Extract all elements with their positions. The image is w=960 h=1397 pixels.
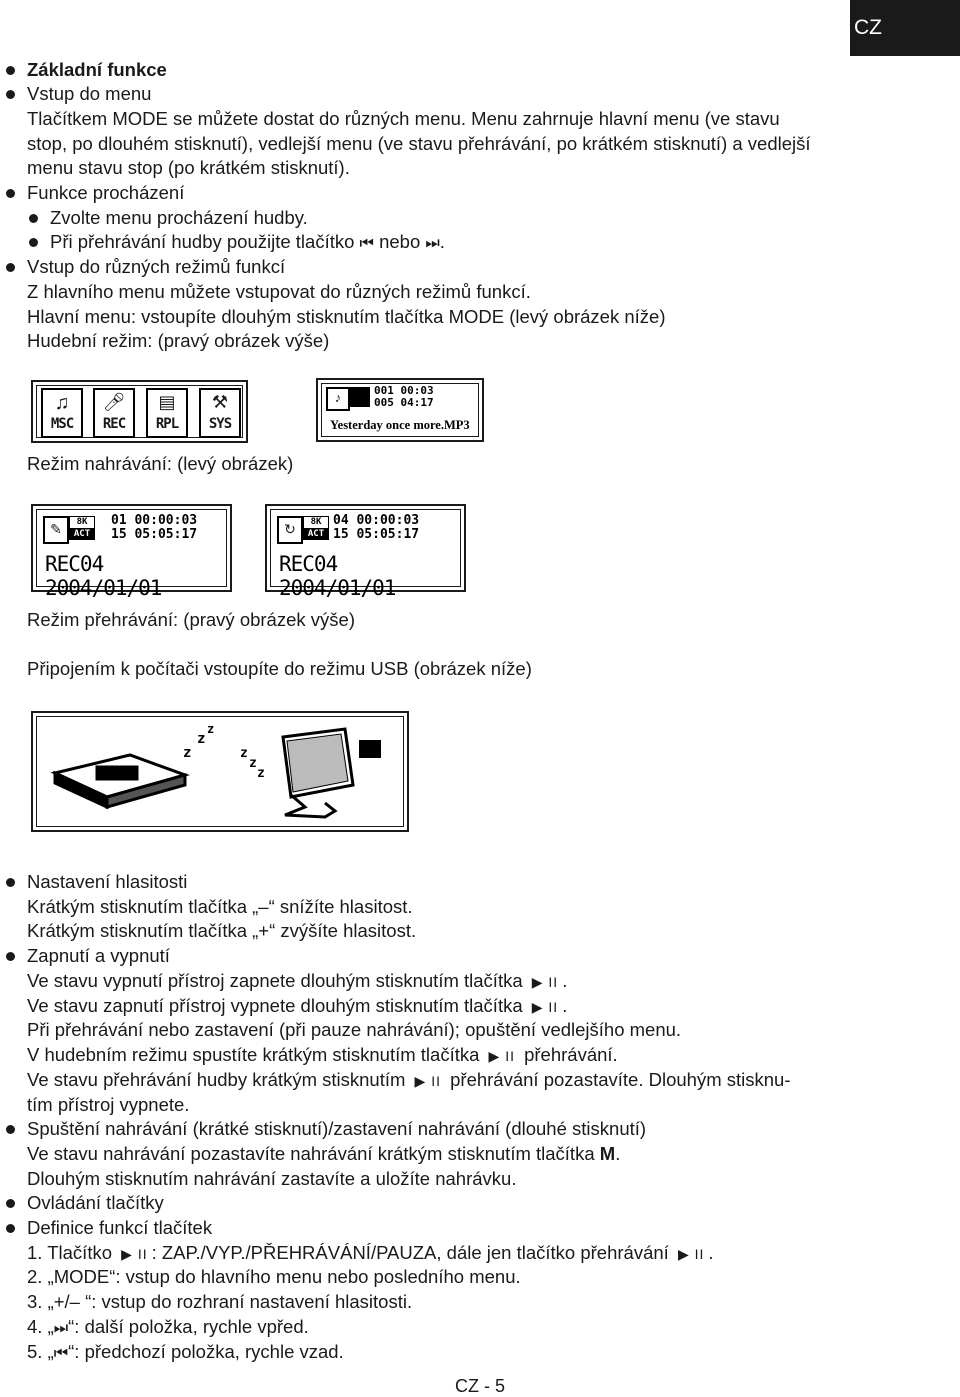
elapsed-time: 00:03 [400, 384, 434, 397]
play-pause-icon: ▶ II [531, 999, 559, 1015]
paragraph-line: Hudební režim: (pravý obrázek výše) [27, 330, 330, 351]
play-pause-icon: ▶ II [677, 1246, 705, 1262]
record-time: 00:00:03 [134, 513, 198, 528]
pc-tower-icon [360, 741, 380, 757]
mode-badge: ACT [69, 529, 95, 540]
svg-text:z: z [197, 731, 206, 747]
button-definition-3: 3. „+/– “: vstup do rozhraní nastavení hlasitosti. [27, 1291, 413, 1312]
paragraph-line: Při přehrávání nebo zastavení (při pauze nahrávání); opuštění vedlejšího menu. [27, 1019, 682, 1040]
heading-basic-functions: Základní funkce [27, 59, 167, 80]
text: . [562, 995, 568, 1016]
paragraph-line [27, 1142, 620, 1166]
record-file-name: REC04 [279, 552, 338, 576]
menu-label: REC [102, 416, 126, 432]
menu-label: MSC [50, 416, 74, 432]
usb-connection-illustration [35, 715, 405, 828]
music-note-icon: ♫ [54, 392, 70, 414]
next-icon: ⏭ [425, 235, 440, 252]
bitrate-badge: 8K [303, 516, 329, 529]
total-time: 04:17 [400, 396, 434, 409]
text: Ve stavu nahrávání pozastavíte nahrávání krátkým stisknutím tlačítka [27, 1143, 600, 1164]
paragraph-line [27, 1068, 790, 1093]
text: 5. „ [27, 1341, 54, 1362]
microphone-icon: 🎤︎ [102, 392, 126, 412]
text: . [439, 231, 445, 252]
heading-button-definitions: Definice funkcí tlačítek [27, 1217, 213, 1238]
play-pause-icon: ▶ II [531, 974, 559, 990]
paragraph-line: Krátkým stisknutím tlačítka „–“ snížíte hlasitost. [27, 896, 413, 917]
text: “: předchozí položka, rychle vzad. [68, 1341, 344, 1362]
heading-volume: Nastavení hlasitosti [27, 871, 188, 892]
status-icon [350, 387, 370, 407]
usb-mode-heading: Připojením k počítači vstoupíte do režimu USB (obrázek níže) [27, 658, 532, 679]
heading-browse: Funkce procházení [27, 182, 185, 203]
text: přehrávání. [518, 1044, 618, 1065]
text: . [708, 1242, 714, 1263]
language-tab: CZ [850, 0, 960, 56]
paragraph-line: stop, po dlouhém stisknutí), vedlejší menu (ve stavu přehrávání, po krátkém stisknutí) a vedlejší [27, 133, 811, 154]
note-icon: ♪ [326, 387, 350, 411]
paragraph-line [27, 969, 567, 994]
play-pause-icon: ▶ II [488, 1048, 515, 1064]
button-definition-5 [27, 1340, 344, 1366]
remaining-time: 05:05:17 [134, 527, 198, 542]
playback-mode-heading: Režim přehrávání: (pravý obrázek výše) [27, 609, 355, 630]
text: : ZAP./VYP./PŘEHRÁVÁNÍ/PAUZA, dále jen tlačítko přehrávání [151, 1242, 674, 1263]
menu-label: SYS [208, 416, 232, 432]
track-total: 005 [374, 396, 394, 409]
svg-text:z: z [240, 746, 248, 761]
text: přehrávání pozastavíte. Dlouhým stisknu- [444, 1069, 791, 1090]
record-mode-heading: Režim nahrávání: (levý obrázek) [27, 453, 294, 474]
play-pause-icon: ▶ II [414, 1073, 441, 1089]
remaining-number: 15 [111, 527, 127, 542]
button-definition-2: 2. „MODE“: vstup do hlavního menu nebo posledního menu. [27, 1266, 521, 1287]
svg-text:z: z [207, 722, 215, 736]
main-menu-screen [31, 380, 248, 443]
svg-text:z: z [183, 745, 192, 761]
mode-key-label: M [599, 1143, 616, 1164]
text: . [615, 1143, 621, 1164]
text: Při přehrávání hudby použijte tlačítko [50, 231, 360, 252]
remaining-time: 05:05:17 [356, 527, 420, 542]
record-time: 00:00:03 [356, 513, 420, 528]
play-pause-icon: ▶ II [121, 1246, 148, 1262]
remaining-number: 15 [333, 527, 349, 542]
text: Ve stavu zapnutí přístroj vypnete dlouhým stisknutím tlačítka [27, 995, 528, 1016]
record-date: 2004/01/01 [279, 576, 396, 600]
paragraph-line [27, 994, 567, 1019]
record-menu-icon [93, 388, 135, 438]
paragraph-line: Hlavní menu: vstoupíte dlouhým stisknutím tlačítka MODE (levý obrázek níže) [27, 306, 666, 327]
svg-text:z: z [257, 766, 265, 781]
button-definition-4 [27, 1315, 309, 1341]
text: Ve stavu vypnutí přístroj zapnete dlouhým stisknutím tlačítka [27, 970, 528, 991]
previous-icon: ⏮ [53, 1345, 69, 1362]
computer-monitor-icon [283, 729, 353, 817]
paragraph-line [27, 1043, 618, 1068]
svg-text:z: z [249, 756, 257, 771]
menu-label: RPL [155, 416, 179, 432]
replay-menu-icon [146, 388, 188, 438]
music-mode-screen [316, 378, 484, 442]
next-icon: ⏭ [53, 1320, 69, 1337]
document-icon: ▤ [158, 392, 176, 412]
text: Ve stavu přehrávání hudby krátkým stisknutím [27, 1069, 411, 1090]
usb-mode-screen [31, 711, 409, 832]
page-number: CZ - 5 [454, 1376, 505, 1396]
sub-item-browse-menu: Zvolte menu procházení hudby. [50, 207, 308, 228]
paragraph-line: Dlouhým stisknutím nahrávání zastavíte a uložíte nahrávku. [27, 1168, 517, 1189]
player-device-icon [55, 755, 185, 807]
record-number: 01 [111, 513, 127, 528]
system-menu-icon [199, 388, 241, 438]
heading-recording: Spuštění nahrávání (krátké stisknutí)/zastavení nahrávání (dlouhé stisknutí) [27, 1118, 647, 1139]
sleep-z-icon [183, 722, 265, 781]
text: V hudebním režimu spustíte krátkým stisknutím tlačítka [27, 1044, 485, 1065]
microphone-icon: ✎ [43, 516, 69, 544]
record-file-name: REC04 [45, 552, 104, 576]
previous-icon: ⏮ [359, 235, 374, 252]
bitrate-badge: 8K [69, 516, 95, 529]
text: nebo [373, 231, 426, 252]
song-title: Yesterday once more.MP3 [330, 418, 470, 432]
tools-icon: ⚒ [211, 392, 229, 412]
paragraph-line: Tlačítkem MODE se můžete dostat do různých menu. Menu zahrnuje hlavní menu (ve stavu [27, 108, 780, 129]
paragraph-line: tím přístroj vypnete. [27, 1094, 190, 1115]
paragraph-line: Krátkým stisknutím tlačítka „+“ zvýšíte hlasitost. [27, 920, 417, 941]
record-mode-screen [31, 504, 232, 600]
heading-buttons: Ovládání tlačítky [27, 1192, 164, 1213]
heading-power: Zapnutí a vypnutí [27, 945, 170, 966]
button-definition-1 [27, 1241, 714, 1266]
text: 1. Tlačítko [27, 1242, 118, 1263]
playback-mode-screen [265, 504, 466, 600]
heading-modes: Vstup do různých režimů funkcí [27, 256, 286, 277]
track-number: 001 [374, 384, 394, 397]
paragraph-line: Z hlavního menu můžete vstupovat do různých režimů funkcí. [27, 281, 531, 302]
text: . [562, 970, 568, 991]
text: 4. „ [27, 1316, 54, 1337]
text: “: další položka, rychle vpřed. [68, 1316, 309, 1337]
music-menu-icon [41, 388, 83, 438]
mode-badge: ACT [303, 529, 329, 540]
record-number: 04 [333, 513, 349, 528]
replay-icon: ↻ [277, 516, 303, 544]
paragraph-line: menu stavu stop (po krátkém stisknutí). [27, 157, 350, 178]
record-date: 2004/01/01 [45, 576, 162, 600]
sub-item-browse-buttons [50, 230, 445, 256]
heading-menu-entry: Vstup do menu [27, 83, 152, 104]
